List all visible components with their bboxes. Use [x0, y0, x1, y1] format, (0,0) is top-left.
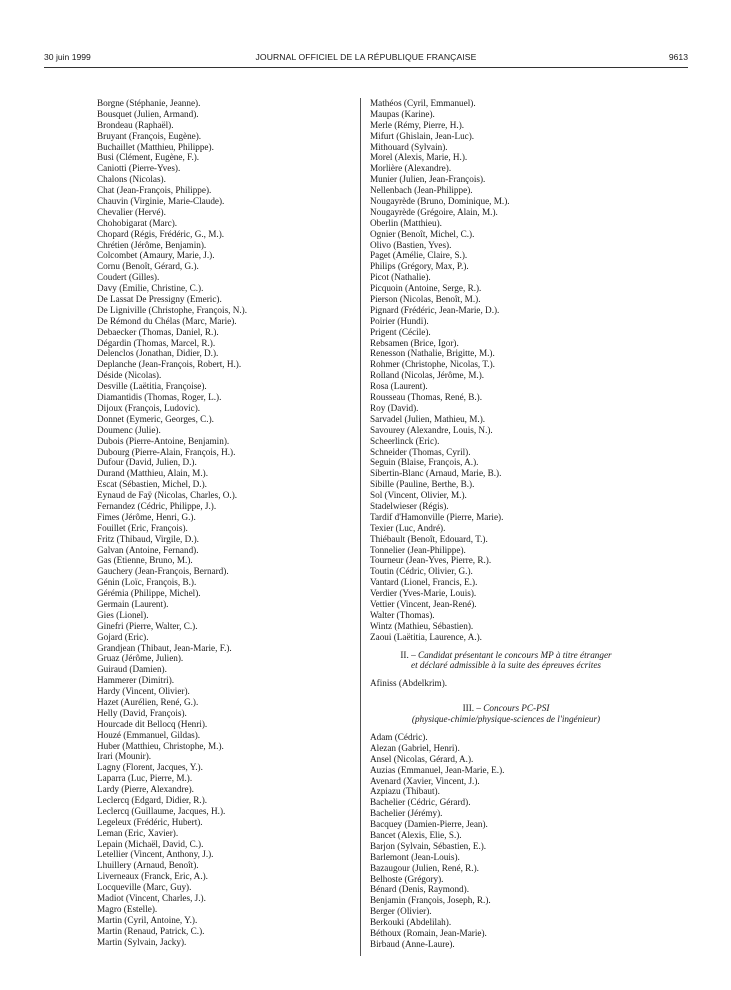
- name-entry: Tonnelier (Jean-Philippe).: [370, 544, 466, 555]
- name-entry: Wintz (Mathieu, Sébastien).: [370, 620, 474, 631]
- name-entry: Irari (Mounir).: [97, 751, 152, 762]
- name-entry: Rousseau (Thomas, René, B.).: [370, 392, 483, 403]
- name-entry: De Ligniville (Christophe, François, N.).: [97, 304, 248, 315]
- name-entry: Rohmer (Christophe, Nicolas, T.).: [370, 359, 495, 370]
- name-entry: Brondeau (Raphaël).: [97, 119, 174, 130]
- name-entry: Chauvin (Virginie, Marie-Claude).: [97, 196, 225, 207]
- name-entry: Bachelier (Cédric, Gérard).: [370, 797, 471, 808]
- name-entry: Maupas (Karine).: [370, 108, 435, 119]
- name-entry: Birbaud (Anne-Laure).: [370, 938, 455, 949]
- name-entry: Eynaud de Faÿ (Nicolas, Charles, O.).: [97, 490, 238, 501]
- name-entry: Bacquey (Damien-Pierre, Jean).: [370, 819, 488, 830]
- name-entry: Chevalier (Hervé).: [97, 206, 166, 217]
- name-entry: Gojard (Eric).: [97, 631, 149, 642]
- section-ii-list: [370, 678, 642, 689]
- name-entry: Sarvadel (Julien, Mathieu, M.).: [370, 413, 486, 424]
- name-entry: Houzé (Emmanuel, Gildas).: [97, 729, 201, 740]
- name-entry: Nellenbach (Jean-Philippe).: [370, 185, 473, 196]
- column-divider: [360, 98, 361, 956]
- name-entry: Leclercq (Guillaume, Jacques, H.).: [97, 805, 226, 816]
- name-entry: Mathéos (Cyril, Emmanuel).: [370, 98, 476, 108]
- name-entry: Bachelier (Jérémy).: [370, 808, 443, 819]
- name-entry: Renesson (Nathalie, Brigitte, M.).: [370, 348, 495, 359]
- name-entry: Chopard (Régis, Frédéric, G., M.).: [97, 228, 225, 239]
- name-entry: Rolland (Nicolas, Jérôme, M.).: [370, 370, 485, 381]
- name-entry: Grandjean (Thibaut, Jean-Marie, F.).: [97, 642, 232, 653]
- name-entry: Gruaz (Jérôme, Julien).: [97, 653, 184, 664]
- header-journal-title: JOURNAL OFFICIEL DE LA RÉPUBLIQUE FRANÇAISE: [255, 52, 477, 62]
- name-entry: Déside (Nicolas).: [97, 370, 162, 381]
- name-entry: Poirier (Hundi).: [370, 315, 429, 326]
- name-entry: Germain (Laurent).: [97, 598, 169, 609]
- name-entry: Sibille (Pauline, Berthe, B.).: [370, 479, 475, 490]
- name-entry: Dubourg (Pierre-Alain, François, H.).: [97, 446, 236, 457]
- name-entry: Génin (Loïc, François, B.).: [97, 577, 197, 588]
- name-entry: Schneider (Thomas, Cyril).: [370, 446, 471, 457]
- name-entry: Coudert (Gilles).: [97, 272, 160, 283]
- name-entry: Leman (Eric, Xavier).: [97, 827, 179, 838]
- name-entry: Lhuillery (Arnaud, Benoît).: [97, 860, 199, 871]
- name-entry: Lagny (Florent, Jacques, Y.).: [97, 762, 203, 773]
- name-entry: Deplanche (Jean-François, Robert, H.).: [97, 359, 242, 370]
- name-entry: Lepain (Michaël, David, C.).: [97, 838, 204, 849]
- name-entry: Debaecker (Thomas, Daniel, R.).: [97, 326, 219, 337]
- name-entry: Fritz (Thibaud, Virgile, D.).: [97, 533, 199, 544]
- name-entry: Huber (Matthieu, Christophe, M.).: [97, 740, 224, 751]
- name-entry: Chohobigarat (Marc).: [97, 217, 178, 228]
- name-entry: Martin (Renaud, Patrick, C.).: [97, 925, 205, 936]
- name-entry: Tourneur (Jean-Yves, Pierre, R.).: [370, 555, 492, 566]
- name-entry: Bazaugour (Julien, René, R.).: [370, 862, 479, 873]
- name-entry: Gies (Lionel).: [97, 609, 149, 620]
- name-entry: Belhoste (Grégory).: [370, 873, 444, 884]
- name-entry: Toutin (Cédric, Olivier, G.).: [370, 566, 473, 577]
- header-page-number: 9613: [668, 52, 688, 62]
- name-entry: Auzias (Emmanuel, Jean-Marie, E.).: [370, 764, 505, 775]
- name-entry: Gauchery (Jean-François, Bernard).: [97, 566, 229, 577]
- section-ii-title-line1: – Candidat présentant le concours MP à titre étranger: [411, 649, 612, 660]
- name-entry: Buchaillet (Matthieu, Philippe).: [97, 141, 214, 152]
- name-entry: Caniotti (Pierre-Yves).: [97, 163, 181, 174]
- name-entry: Busi (Clément, Eugène, F.).: [97, 152, 200, 163]
- name-entry: Guiraud (Damien).: [97, 664, 167, 675]
- name-entry: Avenard (Xavier, Vincent, J.).: [370, 775, 480, 786]
- name-entry: Zaoui (Laëtitia, Laurence, A.).: [370, 631, 482, 642]
- name-entry: Chalons (Nicolas).: [97, 174, 166, 185]
- name-entry: Bruyant (François, Eugène).: [97, 130, 202, 141]
- name-entry: Bénard (Denis, Raymond).: [370, 884, 469, 895]
- name-entry: Rosa (Laurent).: [370, 381, 428, 392]
- name-entry: Mifurt (Ghislain, Jean-Luc).: [370, 130, 475, 141]
- name-entry: Chat (Jean-François, Philippe).: [97, 185, 212, 196]
- name-entry: Walter (Thomas).: [370, 609, 435, 620]
- name-entry: Laparra (Luc, Pierre, M.).: [97, 773, 193, 784]
- name-entry: Benjamin (François, Joseph, R.).: [370, 895, 491, 906]
- name-entry: Dubois (Pierre-Antoine, Benjamin).: [97, 435, 230, 446]
- name-entry: Hammerer (Dimitri).: [97, 675, 175, 686]
- name-entry: Azpiazu (Thibaut).: [370, 786, 440, 797]
- name-entry: De Lassat De Pressigny (Emeric).: [97, 294, 222, 305]
- name-entry: Roy (David).: [370, 402, 419, 413]
- name-entry: Olivo (Bastien, Yves).: [370, 239, 452, 250]
- name-entry: Lardy (Pierre, Alexandre).: [97, 784, 194, 795]
- name-entry: Hourcade dit Bellocq (Henri).: [97, 718, 208, 729]
- section-ii-title: [370, 650, 642, 661]
- header-date: 30 juin 1999: [44, 52, 91, 62]
- name-entry: Stadelwieser (Régis).: [370, 500, 449, 511]
- name-entry: Prigent (Cécile).: [370, 326, 431, 337]
- name-entry: Davy (Emilie, Christine, C.).: [97, 283, 204, 294]
- name-entry: Escat (Sébastien, Michel, D.).: [97, 479, 207, 490]
- name-entry: Barjon (Sylvain, Sébastien, E.).: [370, 840, 487, 851]
- section-iii-list: [370, 732, 642, 950]
- name-entry: Leclercq (Edgard, Didier, R.).: [97, 795, 208, 805]
- section-iii-number: III.: [462, 703, 475, 714]
- name-entry: Donnet (Eymeric, Georges, C.).: [97, 413, 214, 424]
- name-entry: Thiébault (Benoît, Edouard, T.).: [370, 533, 488, 544]
- name-entry: Vantard (Lionel, Francis, E.).: [370, 577, 478, 588]
- name-entry: Locqueville (Marc, Guy).: [97, 882, 192, 893]
- name-entry: Bancet (Alexis, Elie, S.).: [370, 830, 462, 840]
- name-entry: Sibertin-Blanc (Arnaud, Marie, B.).: [370, 468, 502, 479]
- name-entry: Colcombet (Amaury, Marie, J.).: [97, 250, 215, 261]
- name-entry: Mithouard (Sylvain).: [370, 141, 448, 152]
- name-entry: Savourey (Alexandre, Louis, N.).: [370, 424, 493, 435]
- name-entry: Diamantidis (Thomas, Roger, L.).: [97, 392, 222, 403]
- name-entry: Dijoux (François, Ludovic).: [97, 402, 201, 413]
- name-entry: Rebsamen (Brice, Igor).: [370, 337, 459, 348]
- name-entry: Barlemont (Jean-Louis).: [370, 851, 460, 862]
- name-entry: Nougayrède (Bruno, Dominique, M.).: [370, 196, 510, 207]
- name-entry: Pierson (Nicolas, Benoît, M.).: [370, 294, 481, 305]
- page-header: [44, 52, 688, 66]
- name-entry: Doumenc (Julie).: [97, 424, 161, 435]
- name-entry: Tardif d'Hamonville (Pierre, Marie).: [370, 511, 504, 522]
- name-entry: Ginefri (Pierre, Walter, C.).: [97, 620, 198, 631]
- name-entry: Dufour (David, Julien, D.).: [97, 457, 197, 468]
- name-entry: Hardy (Vincent, Olivier).: [97, 686, 190, 697]
- name-entry: Fouillet (Eric, François).: [97, 522, 188, 533]
- name-entry: Martin (Cyril, Antoine, Y.).: [97, 914, 198, 925]
- name-entry: Gérémia (Philippe, Michel).: [97, 588, 201, 599]
- name-entry: Scheerlinck (Eric).: [370, 435, 440, 446]
- header-rule: [44, 67, 688, 68]
- name-entry: Seguin (Blaise, François, A.).: [370, 457, 479, 468]
- name-entry: Bousquet (Julien, Armand).: [97, 108, 199, 119]
- name-entry: Nougayrède (Grégoire, Alain, M.).: [370, 206, 498, 217]
- name-entry: De Rémond du Chélas (Marc, Marie).: [97, 315, 237, 326]
- name-entry: Verdier (Yves-Marie, Louis).: [370, 588, 477, 599]
- name-entry: Cornu (Benoît, Gérard, G.).: [97, 261, 199, 272]
- name-entry: Munier (Julien, Jean-François).: [370, 174, 486, 185]
- name-entry: Paget (Amélie, Claire, S.).: [370, 250, 468, 261]
- name-entry: Merle (Rémy, Pierre, H.).: [370, 119, 465, 130]
- right-name-list: [370, 98, 642, 643]
- name-entry: Magro (Estelle).: [97, 903, 158, 914]
- name-entry: Picot (Nathalie).: [370, 272, 431, 283]
- name-entry: Legeleux (Frédéric, Hubert).: [97, 816, 203, 827]
- name-entry: Desville (Laëtitia, Françoise).: [97, 381, 207, 392]
- left-column: [97, 98, 353, 947]
- name-entry: Helly (David, François).: [97, 707, 187, 718]
- name-entry: Morlière (Alexandre).: [370, 163, 452, 174]
- name-entry: Gas (Etienne, Bruno, M.).: [97, 555, 193, 566]
- name-entry: Galvan (Antoine, Fernand).: [97, 544, 199, 555]
- right-column: [370, 98, 642, 950]
- name-entry: Fernandez (Cédric, Philippe, J.).: [97, 500, 217, 511]
- name-entry: Vettier (Vincent, Jean-René).: [370, 598, 477, 609]
- name-entry: Pignard (Frédéric, Jean-Marie, D.).: [370, 304, 500, 315]
- section-iii-title: [370, 703, 642, 714]
- name-entry: Chrétien (Jérôme, Benjamin).: [97, 239, 207, 250]
- name-entry: Borgne (Stéphanie, Jeanne).: [97, 98, 201, 108]
- name-entry: Ansel (Nicolas, Gérard, A.).: [370, 753, 474, 764]
- name-entry: Alezan (Gabriel, Henri).: [370, 742, 460, 753]
- name-entry: Delenclos (Jonathan, Didier, D.).: [97, 348, 219, 359]
- section-iii-title-line1: – Concours PC-PSI: [476, 703, 550, 714]
- name-entry: Philips (Grégory, Max, P.).: [370, 261, 469, 272]
- name-entry: Durand (Matthieu, Alain, M.).: [97, 468, 208, 479]
- name-entry: Texier (Luc, André).: [370, 522, 446, 533]
- name-entry: Afiniss (Abdelkrim).: [370, 678, 448, 689]
- name-entry: Liverneaux (Franck, Eric, A.).: [97, 871, 208, 882]
- name-entry: Ognier (Benoît, Michel, C.).: [370, 228, 475, 239]
- name-entry: Berkouki (Abdelilah).: [370, 917, 452, 928]
- name-entry: Berger (Olivier).: [370, 906, 432, 917]
- section-iii-subtitle: (physique-chimie/physique-sciences de l'ingénieur): [411, 714, 601, 725]
- section-ii-subtitle: et déclaré admissible à la suite des épreuves écrites: [411, 660, 601, 671]
- name-entry: Sol (Vincent, Olivier, M.).: [370, 490, 467, 501]
- name-entry: Madiot (Vincent, Charles, J.).: [97, 893, 206, 904]
- name-entry: Picquoin (Antoine, Serge, R.).: [370, 283, 482, 294]
- name-entry: Adam (Cédric).: [370, 731, 428, 742]
- section-ii-number: II.: [400, 649, 409, 660]
- name-entry: Martin (Sylvain, Jacky).: [97, 936, 187, 947]
- name-entry: Béthoux (Romain, Jean-Marie).: [370, 928, 487, 939]
- name-entry: Morel (Alexis, Marie, H.).: [370, 152, 468, 163]
- name-entry: Hazet (Aurélien, René, G.).: [97, 696, 199, 707]
- name-entry: Oberlin (Matthieu).: [370, 217, 442, 228]
- name-entry: Dégardin (Thomas, Marcel, R.).: [97, 337, 216, 348]
- name-entry: Fimes (Jérôme, Henri, G.).: [97, 511, 196, 522]
- name-entry: Letellier (Vincent, Anthony, J.).: [97, 849, 214, 860]
